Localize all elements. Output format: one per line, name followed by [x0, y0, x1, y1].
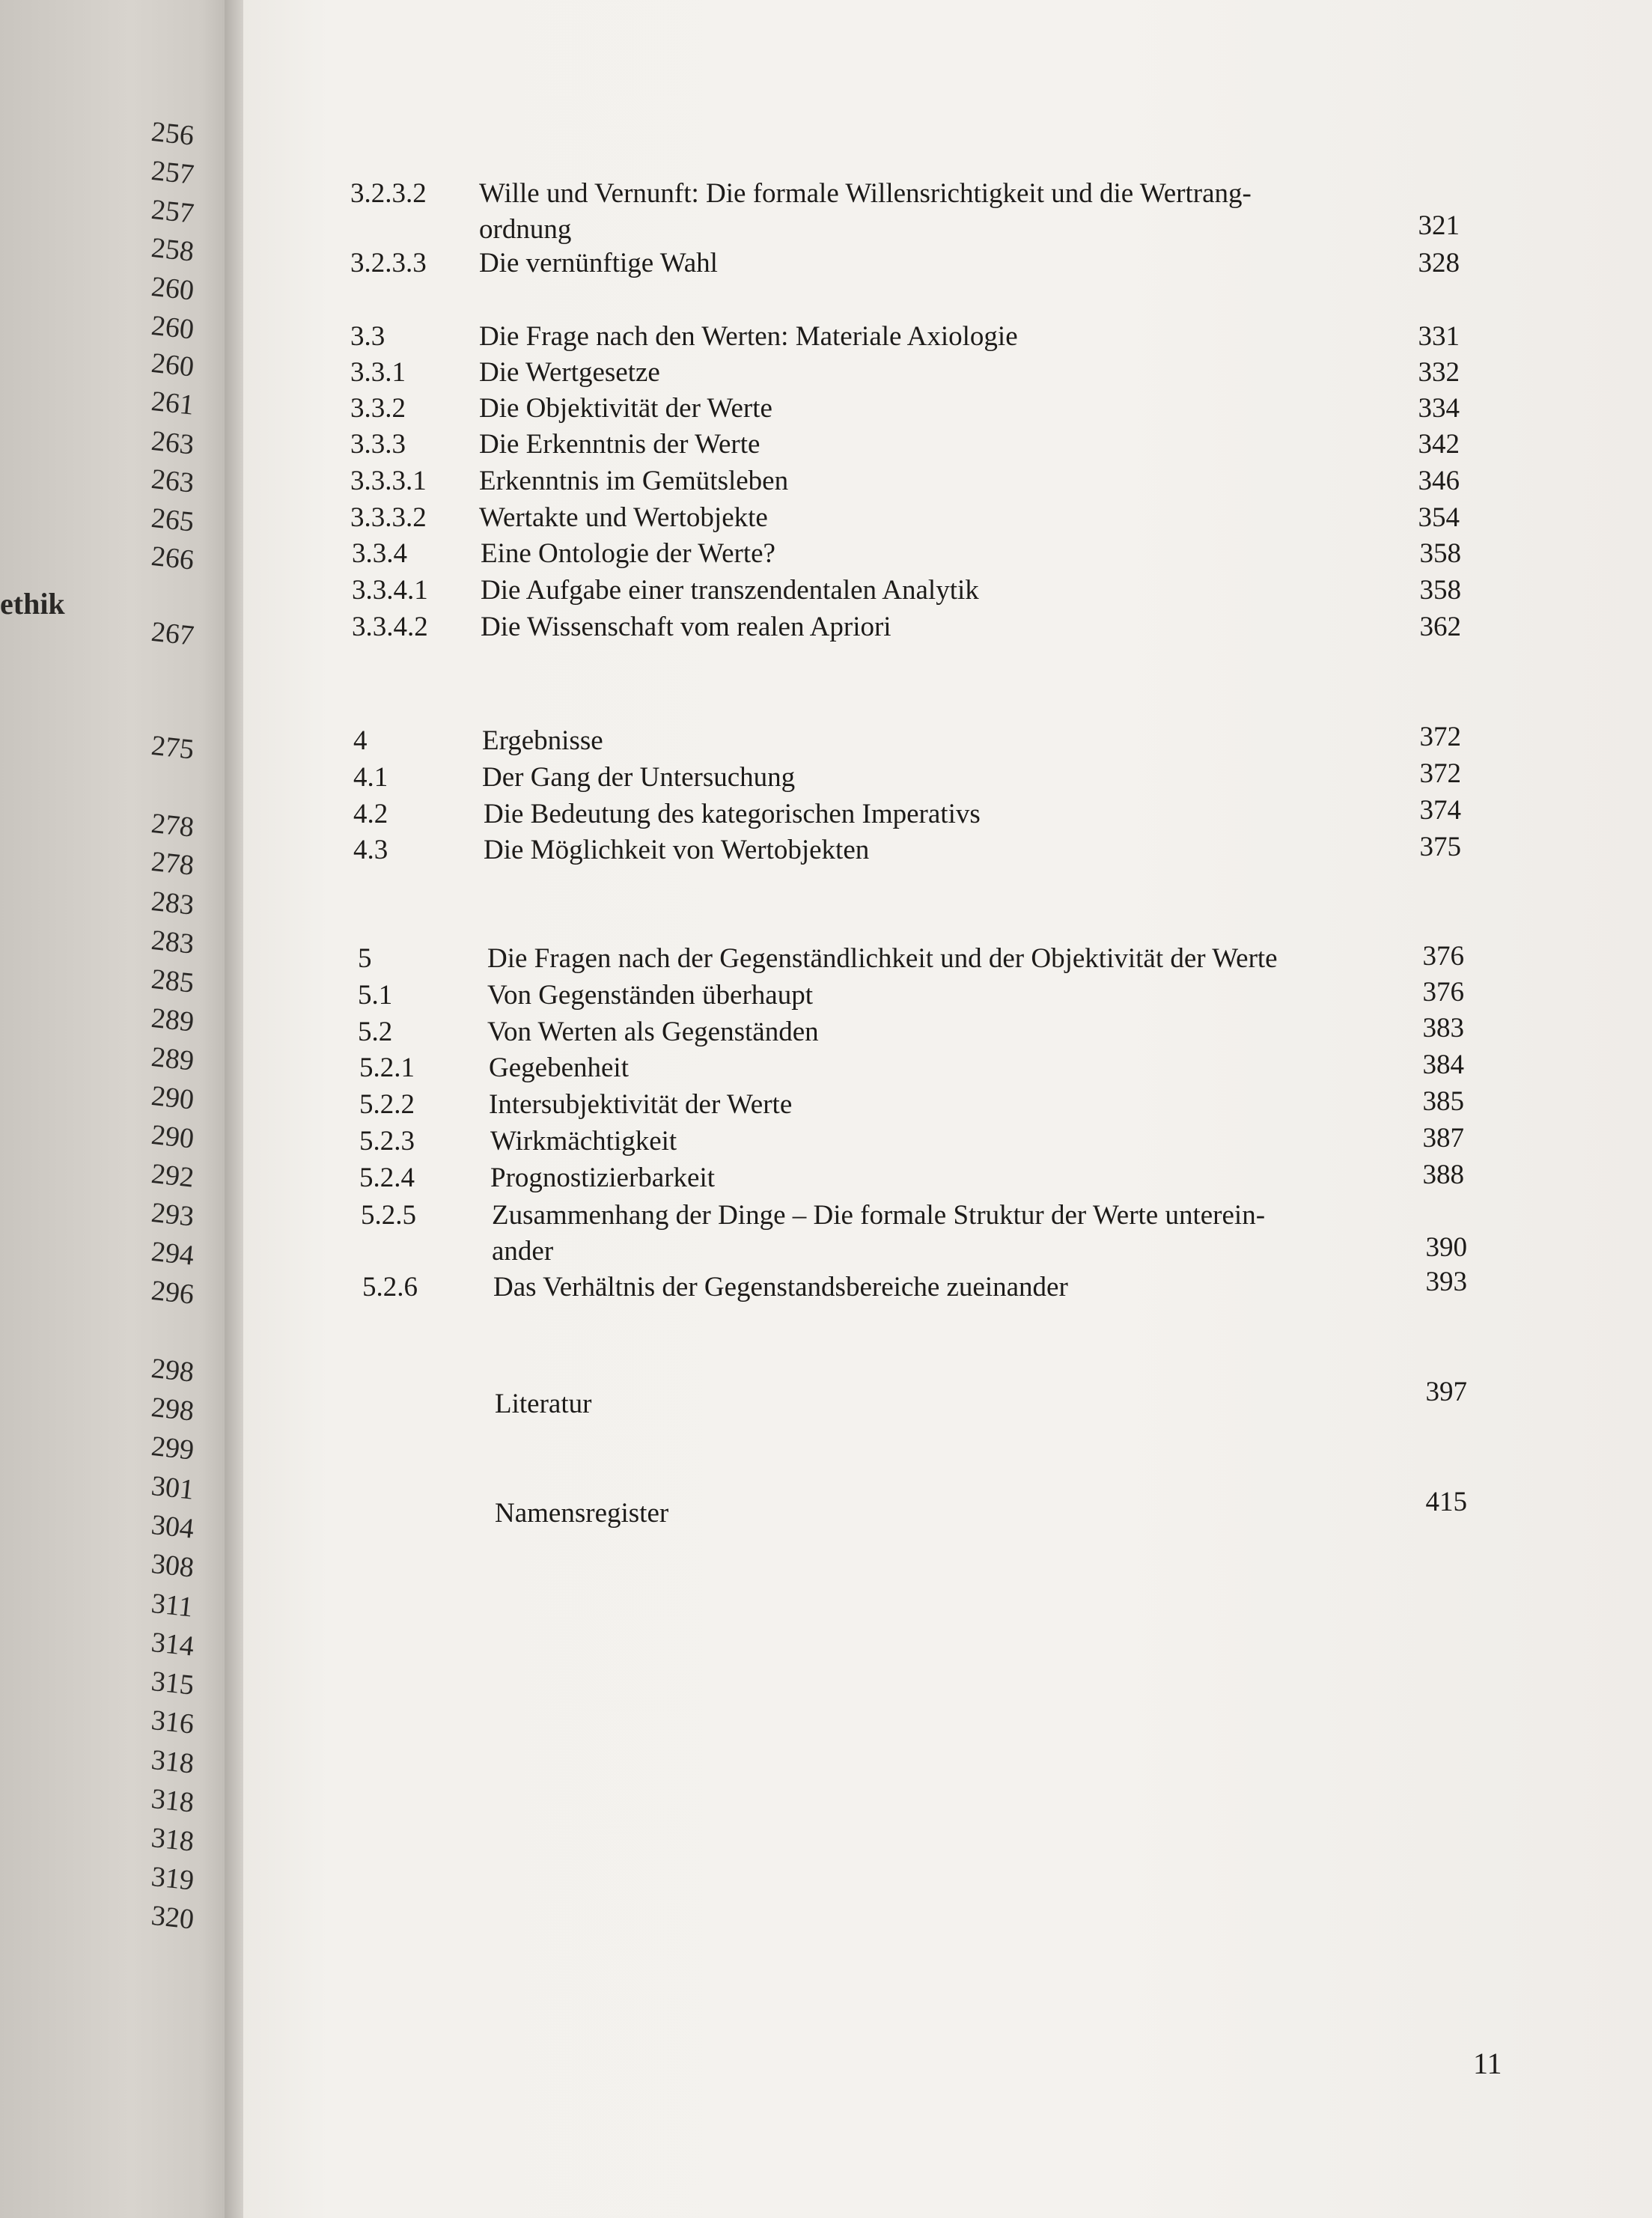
toc-entry-page: 375 — [1419, 832, 1461, 862]
toc-entry-title: Gegebenheit — [489, 1052, 629, 1083]
toc-entry-title: Erkenntnis im Gemütsleben — [479, 466, 789, 496]
toc-entry-page: 331 — [1418, 321, 1460, 352]
toc-entry-number: 5.2.2 — [359, 1089, 415, 1120]
left-page-number: 298 — [150, 1352, 196, 1389]
toc-entry-title: Die Wertgesetze — [479, 357, 660, 388]
toc-entry-title: Die Objektivität der Werte — [479, 393, 772, 424]
toc-entry-title: Wirkmächtigkeit — [490, 1126, 677, 1157]
left-page-number: 290 — [150, 1079, 196, 1116]
toc-entry-number: 3.3.4.1 — [352, 575, 428, 606]
left-page-number: 283 — [150, 885, 196, 921]
left-page-number: 278 — [150, 845, 196, 882]
left-page-number: 260 — [150, 270, 196, 307]
left-page-number: 283 — [150, 924, 196, 960]
left-page-number: 318 — [150, 1782, 196, 1819]
left-page-number: 290 — [150, 1118, 196, 1155]
toc-entry-page: 376 — [1422, 977, 1464, 1008]
toc-entry-number: 4.1 — [353, 762, 388, 793]
toc-entry-page: 321 — [1418, 210, 1460, 241]
toc-entry-number: 5.1 — [358, 980, 393, 1011]
toc-entry-title: Die Möglichkeit von Wertobjekten — [484, 835, 870, 865]
toc-entry-page: 372 — [1419, 758, 1461, 789]
toc-entry-title: Die Aufgabe einer transzendentalen Analytik — [481, 575, 979, 606]
toc-entry-title: Die Bedeutung des kategorischen Imperativs — [484, 799, 981, 829]
left-page-number: 316 — [150, 1704, 196, 1740]
left-page-number: 258 — [150, 231, 196, 268]
left-page-number: 267 — [150, 615, 196, 652]
toc-entry-number: 5.2.4 — [359, 1163, 415, 1193]
toc-entry-page: 332 — [1418, 357, 1460, 388]
toc-entry-number: 3.2.3.2 — [350, 178, 427, 209]
left-page-number: 320 — [150, 1899, 196, 1936]
toc-entry-page: 415 — [1425, 1487, 1467, 1517]
toc-entry-page: 372 — [1419, 722, 1461, 752]
left-page-number: 289 — [150, 1002, 196, 1038]
left-page-number: 304 — [150, 1508, 196, 1545]
left-page-number: 261 — [150, 385, 196, 421]
left-page-number: 318 — [150, 1821, 196, 1858]
left-page-number: 257 — [150, 193, 196, 230]
toc-entry-page: 362 — [1419, 612, 1461, 642]
toc-entry-number: 3.3.2 — [350, 393, 406, 424]
toc-entry-title: Literatur — [495, 1389, 592, 1419]
toc-entry-page: 354 — [1418, 502, 1460, 533]
toc-entry-page: 328 — [1418, 248, 1460, 278]
toc-entry-number: 5.2.6 — [362, 1272, 418, 1303]
toc-entry-number: 3.3.4.2 — [352, 612, 428, 642]
toc-entry-title: Wertakte und Wertobjekte — [479, 502, 768, 533]
toc-entry-title: Die vernünftige Wahl — [479, 248, 718, 278]
left-page-number: 289 — [150, 1041, 196, 1077]
toc-entry-page: 384 — [1422, 1049, 1464, 1080]
toc-entry-page: 390 — [1425, 1232, 1467, 1263]
toc-entry-number: 5.2.3 — [359, 1126, 415, 1157]
toc-entry-page: 374 — [1419, 795, 1461, 826]
toc-entry-page: 334 — [1418, 393, 1460, 424]
toc-entry-number: 3.3 — [350, 321, 385, 352]
left-page-number: 298 — [150, 1391, 196, 1428]
toc-entry-number: 3.3.4 — [352, 538, 407, 569]
toc-entry-title-continued: ordnung — [479, 214, 572, 245]
left-page-number: 278 — [150, 807, 196, 844]
toc-entry-page: 358 — [1419, 575, 1461, 606]
toc-entry-page: 393 — [1425, 1267, 1467, 1297]
toc-entry-title: Der Gang der Untersuchung — [482, 762, 796, 793]
left-page-number: 311 — [150, 1587, 195, 1624]
toc-entry-number: 3.2.3.3 — [350, 248, 427, 278]
left-page-number: 299 — [150, 1430, 196, 1466]
left-page-number: 275 — [150, 729, 196, 766]
toc-entry-title: Von Gegenständen überhaupt — [487, 980, 813, 1011]
toc-entry-number: 5 — [358, 943, 372, 974]
toc-entry-page: 383 — [1422, 1013, 1464, 1044]
toc-entry-title: Prognostizierbarkeit — [490, 1163, 716, 1193]
toc-entry-page: 385 — [1422, 1086, 1464, 1117]
left-page-number: 318 — [150, 1743, 196, 1780]
toc-entry-page: 387 — [1422, 1123, 1464, 1154]
left-page-fragment: ethik — [0, 587, 65, 621]
toc-entry-page: 342 — [1418, 429, 1460, 460]
left-page-number: 292 — [150, 1157, 196, 1194]
toc-entry-number: 5.2.1 — [359, 1052, 415, 1083]
left-page-number: 293 — [150, 1196, 196, 1233]
toc-entry-page: 358 — [1419, 538, 1461, 569]
toc-entry-title: Die Frage nach den Werten: Materiale Axiologie — [479, 321, 1018, 352]
left-page-number: 266 — [150, 540, 196, 576]
toc-entry-title: Die Wissenschaft vom realen Apriori — [481, 612, 891, 642]
left-page-number: 308 — [150, 1547, 196, 1584]
left-page-number: 263 — [150, 424, 196, 461]
toc-entry-number: 4.2 — [353, 799, 388, 829]
left-page-number: 294 — [150, 1235, 196, 1272]
left-page-number: 315 — [150, 1665, 196, 1701]
left-page-number: 314 — [150, 1626, 196, 1663]
toc-entry-page: 376 — [1422, 941, 1464, 972]
toc-entry-number: 5.2.5 — [361, 1200, 416, 1231]
left-page-number: 319 — [150, 1860, 196, 1897]
toc-entry-title: Zusammenhang der Dinge – Die formale Struktur der Werte unterein- — [492, 1200, 1266, 1231]
toc-entry-number: 3.3.3 — [350, 429, 406, 460]
toc-entry-title: Die Fragen nach der Gegenständlichkeit und der Objektivität der Werte — [487, 943, 1278, 974]
left-page-number: 296 — [150, 1274, 196, 1311]
toc-entry-page: 388 — [1422, 1160, 1464, 1190]
toc-entry-page: 397 — [1425, 1377, 1467, 1407]
toc-entry-title: Namensregister — [495, 1498, 669, 1529]
toc-entry-title: Die Erkenntnis der Werte — [479, 429, 761, 460]
left-page-number: 301 — [150, 1469, 196, 1506]
toc-entry-number: 3.3.1 — [350, 357, 406, 388]
toc-entry-title: Eine Ontologie der Werte? — [481, 538, 775, 569]
left-page-number: 285 — [150, 963, 196, 999]
toc-entry-title: Ergebnisse — [482, 725, 603, 756]
left-page-number: 257 — [150, 154, 196, 191]
left-page-number: 260 — [150, 347, 196, 383]
toc-entry-title: Wille und Vernunft: Die formale Willensrichtigkeit und die Wertrang- — [479, 178, 1252, 209]
toc-entry-number: 5.2 — [358, 1017, 393, 1047]
toc-entry-title: Von Werten als Gegenständen — [487, 1017, 819, 1047]
left-page-number: 263 — [150, 463, 196, 499]
toc-entry-page: 346 — [1418, 466, 1460, 496]
toc-entry-number: 3.3.3.1 — [350, 466, 427, 496]
toc-entry-number: 3.3.3.2 — [350, 502, 427, 533]
toc-entry-title-continued: ander — [492, 1236, 554, 1267]
toc-entry-number: 4.3 — [353, 835, 388, 865]
left-page-number: 260 — [150, 309, 196, 346]
left-page-number: 265 — [150, 502, 196, 538]
left-page-number: 256 — [150, 115, 196, 152]
toc-entry-title: Intersubjektivität der Werte — [489, 1089, 793, 1120]
toc-entry-title: Das Verhältnis der Gegenstandsbereiche zueinander — [493, 1272, 1068, 1303]
page-folio: 11 — [1473, 2047, 1502, 2080]
toc-entry-number: 4 — [353, 725, 368, 756]
